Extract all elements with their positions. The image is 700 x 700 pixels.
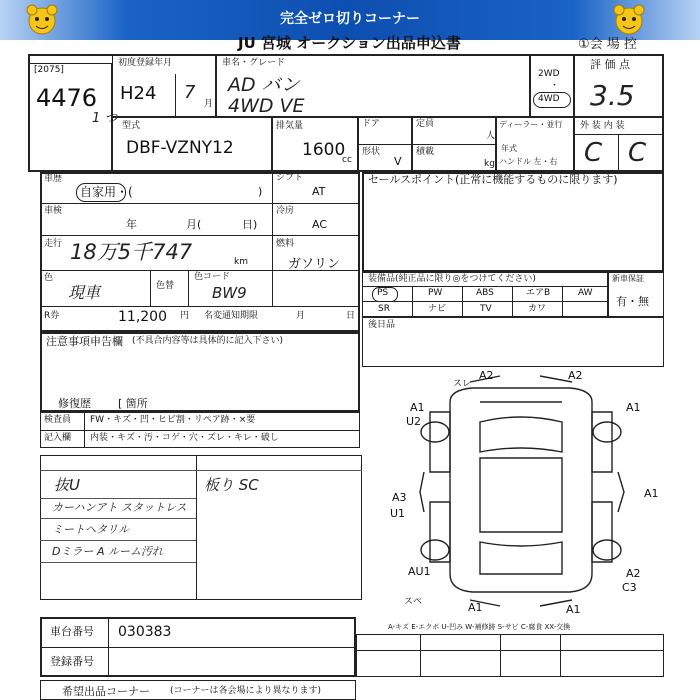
engine-label: 排気量 [276, 121, 304, 131]
damage-label: C3 [622, 581, 637, 594]
damage-label: U1 [390, 507, 406, 520]
equipment-item: AW [578, 288, 593, 298]
form-title: JU 宮城 オークション出品申込書 [238, 34, 461, 52]
recycle-unit: 円 [180, 311, 190, 321]
notice-month: 月 [296, 311, 306, 321]
exterior-value: C [584, 138, 603, 168]
divider [175, 74, 176, 117]
color-value: 現車 [68, 283, 101, 302]
engine-value: 1600 [302, 140, 346, 160]
damage-label: スレ [453, 379, 472, 389]
door-label: ドア [362, 119, 380, 129]
notice-label: 名変通知期限 [204, 311, 259, 321]
repair-value: [ 箇所 [118, 397, 148, 410]
damage-label: U2 [406, 415, 422, 428]
grade-label: 評 価 点 [590, 58, 630, 71]
capacity-label: 定員 [416, 119, 435, 129]
repair-label: 修復歴 [58, 397, 91, 410]
capacity-unit: 人 [486, 131, 496, 141]
history-close: ) [258, 185, 263, 198]
chassis-label: 車台番号 [50, 625, 94, 638]
shift-value: AT [312, 185, 326, 198]
footer-note: (コーナーは各会場により異なります) [170, 686, 322, 696]
fuel-value: ガソリン [288, 257, 341, 272]
ext-int-label: 外 装 内 装 [580, 121, 625, 131]
equipment-item: PW [428, 288, 443, 298]
footer-label: 希望出品コーナー [62, 685, 150, 698]
color-label: 色 [44, 273, 54, 283]
registration-era: H24 [120, 83, 157, 104]
handwritten-note: Dミラー A ルーム汚れ [52, 545, 163, 558]
shape-label: 形状 [362, 147, 381, 157]
handwritten-note: カーハンアト スタットレス [52, 501, 187, 514]
equipment-label: 装備品(純正品に限り◎をつけてください) [368, 274, 536, 284]
fuel-label: 燃料 [276, 239, 295, 249]
recycle-label: R券 [44, 311, 60, 321]
banner-title: 完全ゼロ切りコーナー [280, 11, 420, 27]
damage-label: A1 [410, 401, 425, 414]
damage-label: A1 [626, 401, 641, 414]
history-value: 自家用・( [80, 185, 133, 199]
inspect-row1: FW・キズ・凹・ヒビ割・リペア跡・×要 [90, 415, 256, 425]
chassis-value: 030383 [118, 624, 172, 640]
equipment-item: ABS [476, 288, 494, 298]
interior-value: C [628, 138, 647, 168]
equipment-item: ナビ [428, 304, 447, 314]
mileage-unit: km [234, 257, 248, 267]
equipment-item: TV [480, 304, 492, 314]
ac-value: AC [312, 218, 328, 231]
handwritten-note: 板り SC [204, 476, 259, 494]
load-label: 積載 [416, 147, 435, 157]
mileage-value: 18万5千747 [70, 240, 193, 264]
drive-2wd: 2WD [538, 69, 560, 79]
shaken-day: 日) [242, 218, 258, 231]
venue-label: ①会 場 控 [578, 37, 637, 52]
equipment-item: エアB [526, 288, 551, 298]
recycle-value: 11,200 [118, 309, 167, 325]
shift-label: シフト [276, 173, 304, 183]
damage-label: A1 [644, 487, 659, 500]
shaken-month: 月( [186, 218, 202, 231]
mascot-icon [25, 3, 59, 37]
damage-label: AU1 [408, 565, 431, 578]
color-code-label: 色コード [194, 272, 231, 282]
grade-value: 3.5 [590, 79, 635, 112]
notes-label: 注意事項申告欄 [46, 335, 123, 348]
shaken-label: 車検 [44, 206, 63, 216]
color-change-label: 色替 [156, 281, 175, 291]
model-line1: AD バン [228, 74, 300, 96]
shape-value: V [394, 155, 402, 168]
registration-label: 初度登録年月 [118, 58, 173, 68]
inspector-label: 後日品 [368, 320, 396, 330]
load-unit: kg [484, 159, 495, 169]
engine-unit: cc [342, 155, 352, 165]
equipment-item: SR [378, 304, 390, 314]
selling-points-label: セールスポイント(正常に機能するものに限ります) [368, 173, 618, 186]
handwritten-note: 抜U [54, 476, 80, 494]
model-line2: 4WD VE [228, 95, 305, 117]
mileage-label: 走行 [44, 239, 63, 249]
handwritten-note: ミートヘタリル [52, 523, 129, 536]
new-car-value: 有・無 [616, 295, 649, 308]
damage-label: A2 [568, 369, 583, 382]
equipment-item: PS [377, 288, 389, 298]
damage-label: A1 [566, 603, 581, 616]
inspect-label2: 記入欄 [44, 433, 72, 443]
damage-label: A2 [626, 567, 641, 580]
damage-legend: A-キズ E-エクボ U-凹み W-補修跡 S-サビ C-腐食 XX-交換 [388, 623, 571, 631]
registration-month-unit: 月 [204, 99, 214, 109]
handle-label: ハンドル 左・右 [499, 157, 558, 166]
type-label: 型式 [122, 121, 141, 131]
model-label: 車名・グレード [222, 58, 286, 68]
notes-sub: (不具合内容等は具体的に記入下さい) [132, 336, 284, 346]
drive-4wd: 4WD [538, 94, 560, 104]
registration-month: 7 [184, 82, 196, 103]
damage-label: A1 [468, 601, 483, 614]
notice-day: 日 [346, 311, 356, 321]
inspect-label1: 検査員 [44, 415, 72, 425]
lot-number: 4476 [36, 84, 98, 112]
damage-label: A2 [479, 369, 494, 382]
dealer-label: ディーラー・並行 [499, 120, 563, 129]
reg-grid [356, 634, 664, 677]
new-car-label: 新車保証 [612, 274, 644, 283]
color-code: BW9 [212, 284, 247, 302]
lot-mark: 1 つ [92, 111, 118, 126]
inspector-box [362, 317, 664, 367]
ac-label: 冷房 [276, 206, 295, 216]
type-value: DBF-VZNY12 [126, 138, 234, 158]
reg-number-label: 登録番号 [50, 655, 94, 668]
inspect-row2: 内装・キズ・汚・コゲ・穴・ズレ・キレ・破し [90, 433, 279, 443]
damage-label: A3 [392, 491, 407, 504]
model-year-label: 年式 [501, 144, 517, 153]
selling-points-box [362, 172, 664, 272]
history-label: 車歴 [44, 174, 63, 184]
damage-label: スペ [404, 597, 423, 607]
equipment-item: カワ [528, 304, 547, 314]
mascot-icon [612, 3, 646, 37]
shaken-year: 年 [126, 218, 137, 231]
lot-code: [2075] [34, 65, 64, 75]
